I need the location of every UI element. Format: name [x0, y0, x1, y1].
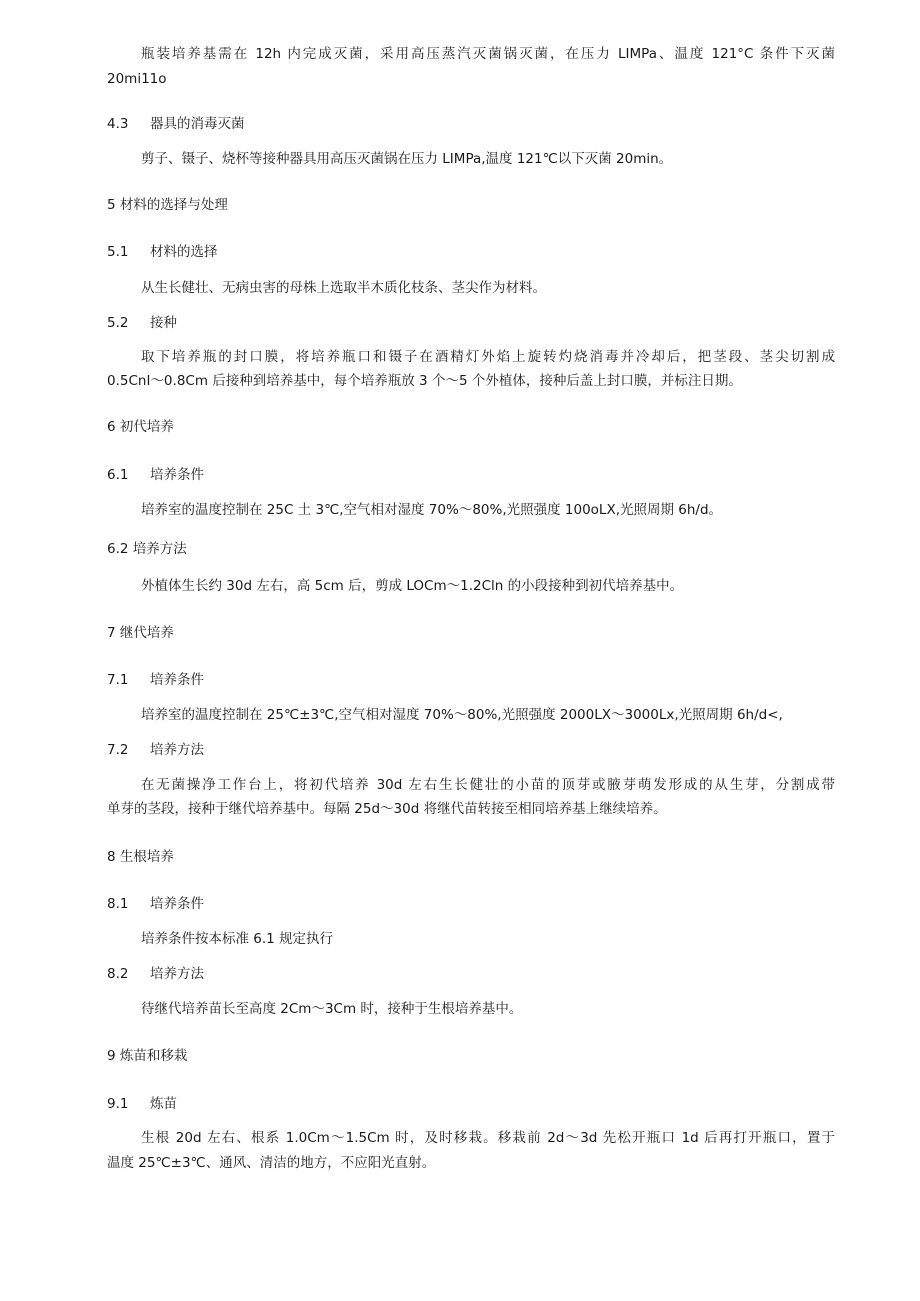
section-number: 7.1 — [107, 672, 129, 688]
chapter-heading: 5 材料的选择与处理 — [107, 197, 228, 213]
section-title: 培养条件 — [150, 467, 204, 483]
paragraph-line: 培养条件按本标准 6.1 规定执行 — [141, 931, 334, 947]
chapter-heading: 6 初代培养 — [107, 419, 174, 435]
section-title: 培养方法 — [150, 742, 204, 758]
section-number: 9.1 — [107, 1096, 129, 1112]
section-title: 材料的选择 — [150, 244, 218, 260]
section-title: 器具的消毒灭菌 — [150, 116, 245, 132]
section-number: 4.3 — [107, 116, 129, 132]
paragraph-line: 从生长健壮、无病虫害的母株上选取半木质化枝条、茎尖作为材料。 — [141, 280, 546, 296]
section-heading: 6.2 培养方法 — [107, 541, 187, 557]
paragraph-line: 20mi11o — [107, 71, 167, 87]
chapter-heading: 8 生根培养 — [107, 849, 174, 865]
section-title: 培养条件 — [150, 896, 204, 912]
section-title: 培养方法 — [150, 966, 204, 982]
paragraph-line: 培养室的温度控制在 25C 土 3℃,空气相对湿度 70%～80%,光照强度 100oLX,光照周期 6h/d。 — [141, 502, 723, 518]
paragraph-line: 外植体生长约 30d 左右，高 5cm 后，剪成 LOCm～1.2Cln 的小段接种到初代培养基中。 — [141, 578, 684, 594]
paragraph-line: 瓶装培养基需在 12h 内完成灭菌，采用高压蒸汽灭菌锅灭菌，在压力 LIMPa、温度 121°C 条件下灭菌 — [141, 46, 835, 62]
section-number: 7.2 — [107, 742, 129, 758]
section-number: 8.2 — [107, 966, 129, 982]
section-number: 5.1 — [107, 244, 129, 260]
paragraph-line: 0.5CnI～0.8Cm 后接种到培养基中，每个培养瓶放 3 个～5 个外植体，接种后盖上封口膜，并标注日期。 — [107, 373, 742, 389]
section-title: 炼苗 — [150, 1096, 177, 1112]
paragraph-line: 单芽的茎段，接种于继代培养基中。每隔 25d～30d 将继代苗转接至相同培养基上继续培养。 — [107, 801, 667, 817]
paragraph-line: 培养室的温度控制在 25℃±3℃,空气相对湿度 70%～80%,光照强度 2000LX～3000Lx,光照周期 6h∕d<, — [141, 707, 783, 723]
paragraph-line: 生根 20d 左右、根系 1.0Cm～1.5Cm 时，及时移栽。移栽前 2d～3d 先松开瓶口 1d 后再打开瓶口，置于 — [141, 1130, 835, 1146]
chapter-heading: 9 炼苗和移栽 — [107, 1048, 188, 1064]
paragraph-line: 在无菌操净工作台上，将初代培养 30d 左右生长健壮的小苗的顶芽或腋芽萌发形成的从生芽，分割成带 — [141, 777, 835, 793]
section-title: 培养条件 — [150, 672, 204, 688]
chapter-heading: 7 继代培养 — [107, 625, 174, 641]
paragraph-line: 取下培养瓶的封口膜，将培养瓶口和镊子在酒精灯外焰上旋转灼烧消毒并冷却后，把茎段、茎尖切割成 — [141, 349, 835, 365]
paragraph-line: 剪子、镊子、烧杯等接种器具用高压灭菌锅在压力 LIMPa,温度 121℃以下灭菌 20min。 — [141, 151, 673, 167]
section-number: 8.1 — [107, 896, 129, 912]
section-number: 6.1 — [107, 467, 129, 483]
paragraph-line: 待继代培养苗长至高度 2Cm～3Cm 时，接种于生根培养基中。 — [141, 1001, 523, 1017]
section-number: 5.2 — [107, 315, 129, 331]
paragraph-line: 温度 25℃±3℃、通风、清洁的地方，不应阳光直射。 — [107, 1155, 436, 1171]
section-title: 接种 — [150, 315, 177, 331]
